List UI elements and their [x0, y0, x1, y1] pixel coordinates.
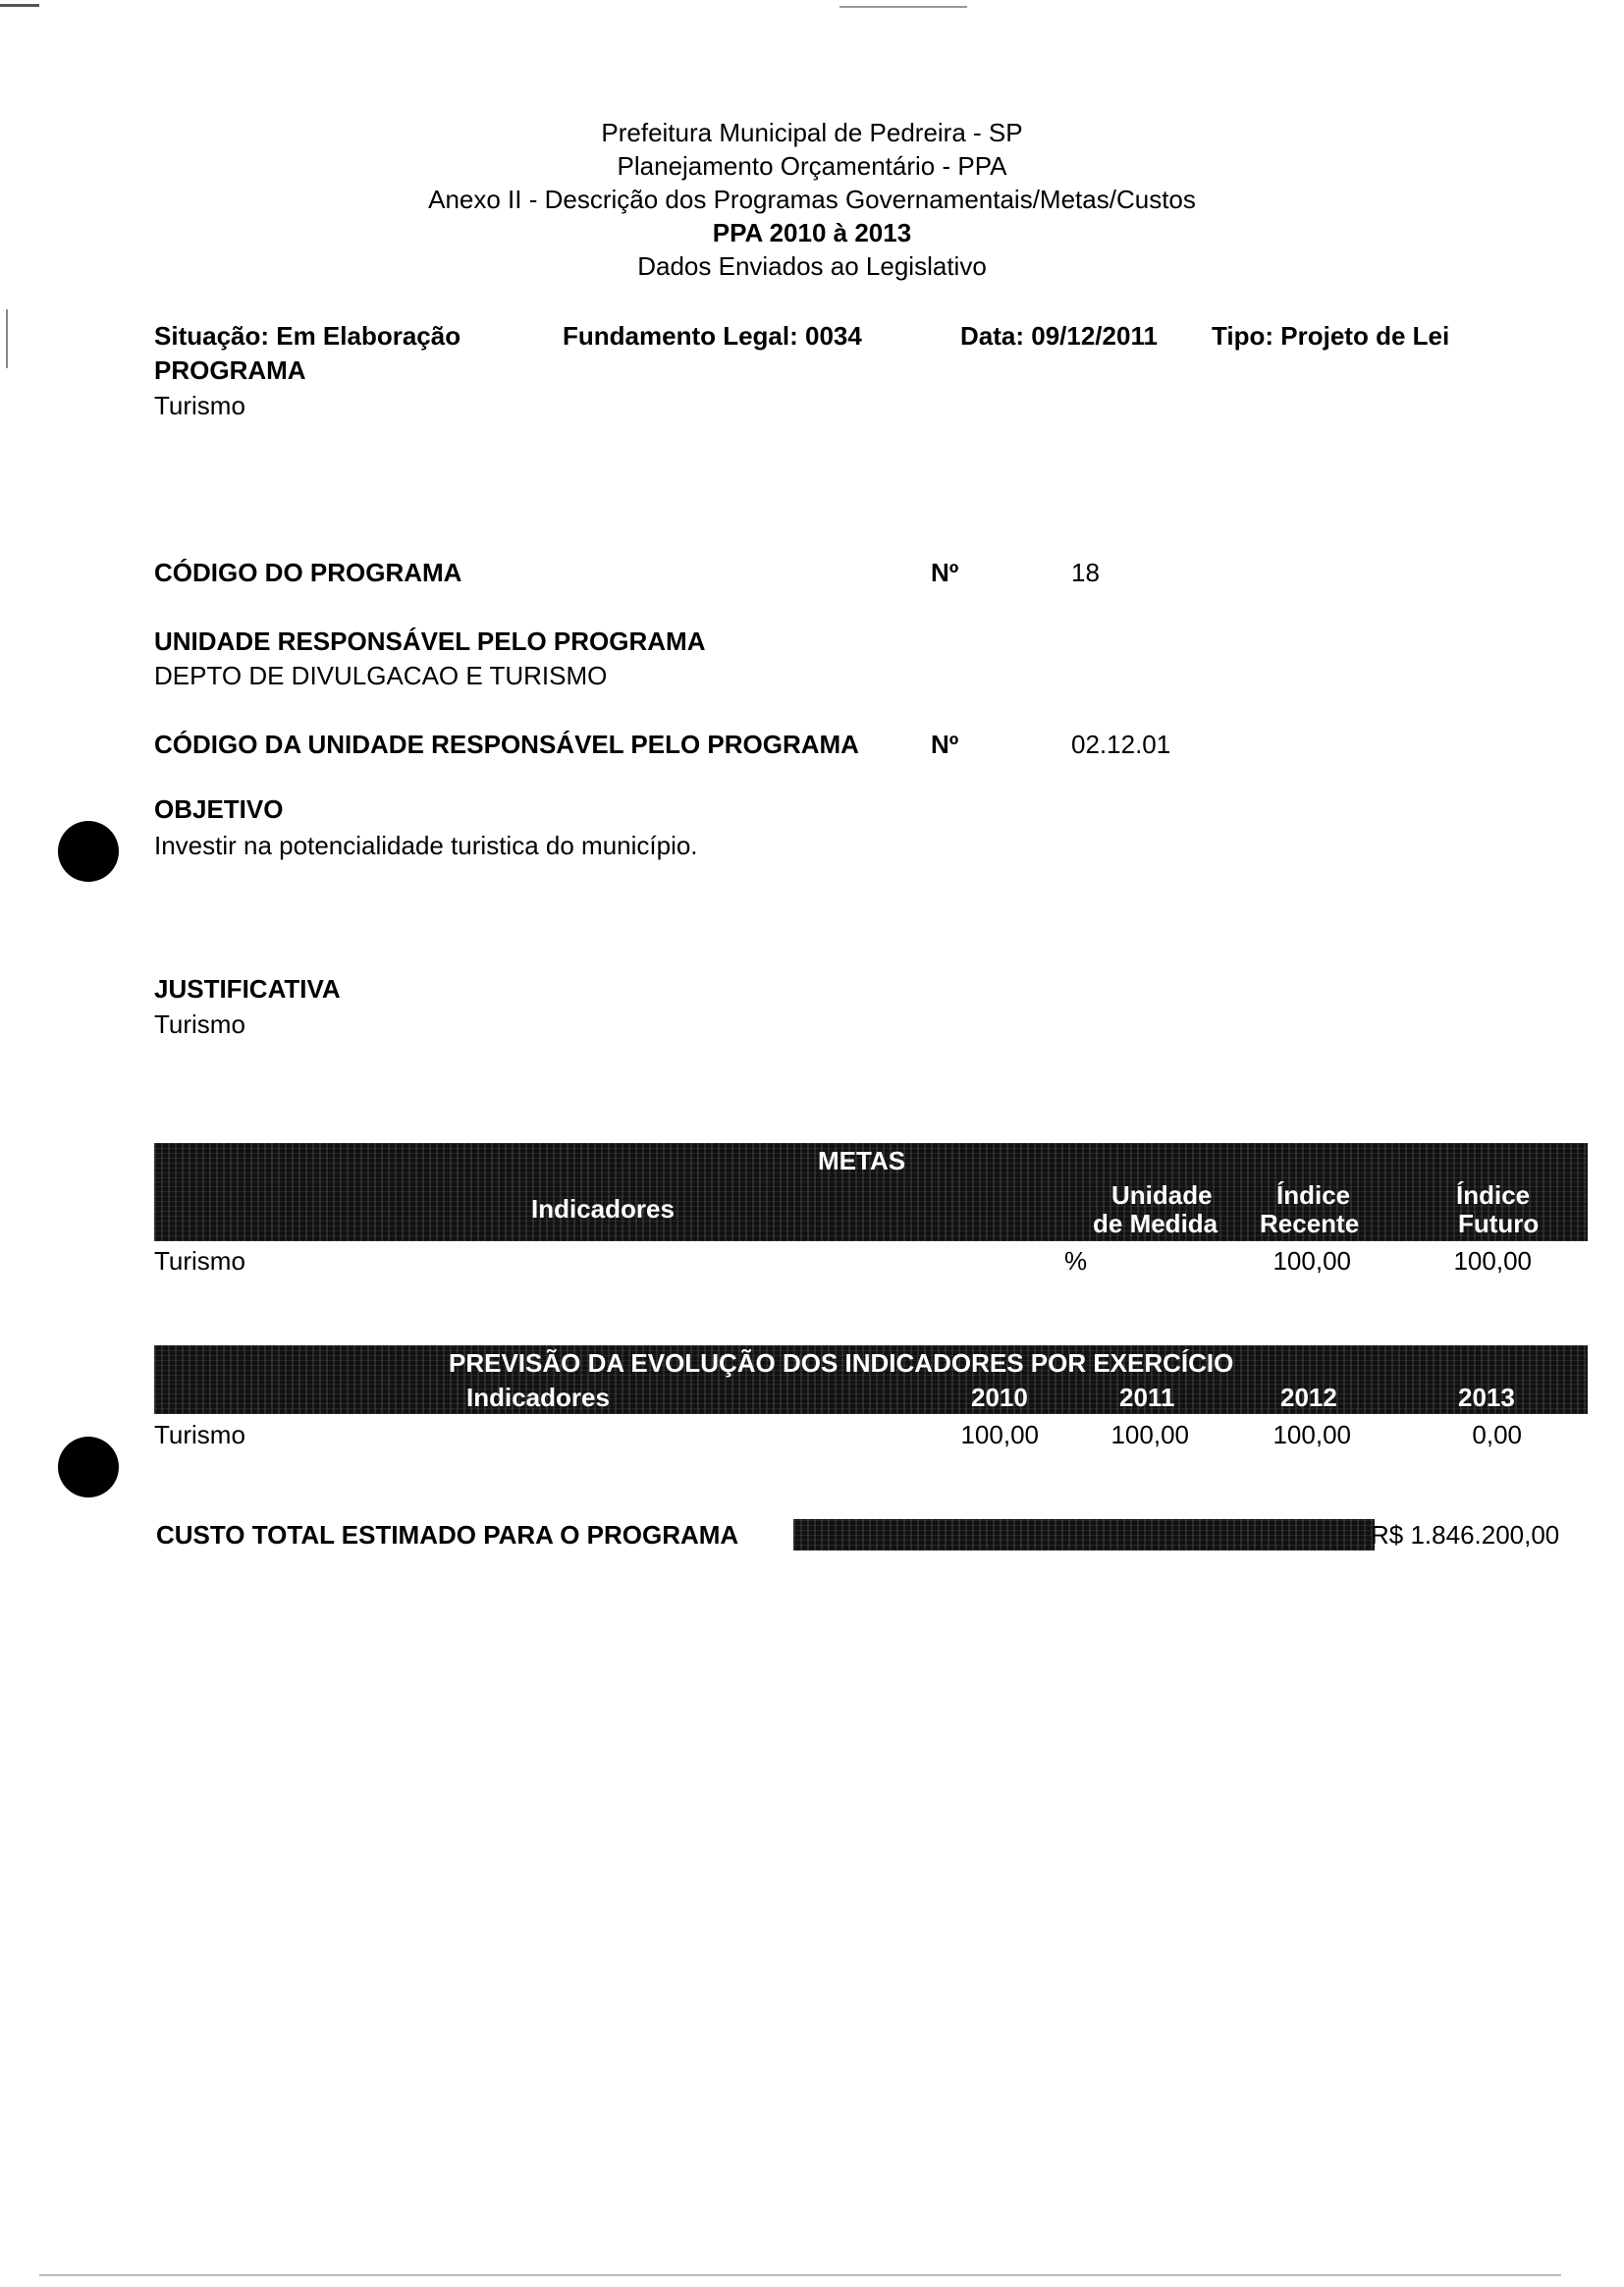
scan-mark — [6, 309, 8, 368]
metas-col-recente-2: Recente — [1260, 1209, 1360, 1238]
metas-col-futuro-2: Futuro — [1458, 1209, 1540, 1238]
codigo-programa-n: Nº — [931, 558, 959, 587]
header-planning: Planejamento Orçamentário - PPA — [617, 151, 1007, 181]
metas-col-unidade-1: Unidade — [1111, 1180, 1213, 1210]
objetivo-value: Investir na potencialidade turistica do município. — [154, 831, 698, 860]
codigo-programa-value: 18 — [1071, 558, 1100, 587]
objetivo-label: OBJETIVO — [154, 794, 284, 824]
codigo-unidade-n: Nº — [931, 730, 959, 759]
metas-title-band — [154, 1143, 1588, 1178]
programa-value: Turismo — [154, 391, 245, 420]
data: Data: 09/12/2011 — [960, 321, 1158, 351]
metas-row-futuro: 100,00 — [1453, 1246, 1532, 1276]
metas-title: METAS — [818, 1146, 906, 1175]
previsao-title-band — [154, 1345, 1588, 1381]
metas-row-recente: 100,00 — [1272, 1246, 1351, 1276]
previsao-row-2012: 100,00 — [1272, 1420, 1351, 1449]
unidade-label: UNIDADE RESPONSÁVEL PELO PROGRAMA — [154, 626, 706, 656]
previsao-row-2010: 100,00 — [960, 1420, 1039, 1449]
previsao-col-2012: 2012 — [1280, 1383, 1337, 1412]
document-header — [0, 116, 1624, 283]
metas-row-indicador: Turismo — [154, 1246, 245, 1276]
header-sent-to-legislative: Dados Enviados ao Legislativo — [637, 251, 987, 281]
metas-col-unidade-2: de Medida — [1093, 1209, 1218, 1238]
previsao-col-2010: 2010 — [971, 1383, 1028, 1412]
custo-value: R$ 1.846.200,00 — [1371, 1520, 1560, 1550]
metas-col-futuro-1: Índice — [1456, 1180, 1531, 1210]
metas-col-recente-1: Índice — [1276, 1180, 1351, 1210]
programa-label: PROGRAMA — [154, 355, 306, 385]
header-ppa-period: PPA 2010 à 2013 — [712, 218, 912, 247]
header-annex: Anexo II - Descrição dos Programas Governamentais/Metas/Custos — [428, 185, 1196, 214]
previsao-header-band — [154, 1381, 1588, 1414]
punch-hole-bottom — [58, 1437, 119, 1497]
scan-mark — [839, 6, 967, 8]
punch-hole-top — [58, 821, 119, 882]
fundamento-legal: Fundamento Legal: 0034 — [563, 321, 862, 351]
codigo-unidade-value: 02.12.01 — [1071, 730, 1171, 759]
codigo-unidade-label: CÓDIGO DA UNIDADE RESPONSÁVEL PELO PROGRAMA — [154, 730, 859, 759]
previsao-row-2013: 0,00 — [1472, 1420, 1522, 1449]
scan-mark — [0, 4, 39, 7]
scan-mark — [39, 2274, 1561, 2276]
previsao-col-2013: 2013 — [1458, 1383, 1515, 1412]
justificativa-label: JUSTIFICATIVA — [154, 974, 341, 1004]
previsao-row-2011: 100,00 — [1110, 1420, 1189, 1449]
justificativa-value: Turismo — [154, 1009, 245, 1039]
unidade-value: DEPTO DE DIVULGACAO E TURISMO — [154, 661, 608, 690]
previsao-col-2011: 2011 — [1119, 1383, 1175, 1412]
custo-label: CUSTO TOTAL ESTIMADO PARA O PROGRAMA — [156, 1520, 739, 1550]
codigo-programa-label: CÓDIGO DO PROGRAMA — [154, 558, 462, 587]
header-municipality: Prefeitura Municipal de Pedreira - SP — [601, 118, 1023, 147]
previsao-row-indicador: Turismo — [154, 1420, 245, 1449]
metas-col-indicadores: Indicadores — [531, 1194, 675, 1224]
metas-row-unidade: % — [1064, 1246, 1088, 1276]
previsao-title: PREVISÃO DA EVOLUÇÃO DOS INDICADORES POR EXERCÍCIO — [449, 1348, 1234, 1378]
tipo: Tipo: Projeto de Lei — [1212, 321, 1450, 351]
previsao-col-indicadores: Indicadores — [466, 1383, 610, 1412]
custo-band — [793, 1519, 1375, 1551]
situacao: Situação: Em Elaboração — [154, 321, 461, 351]
metas-header-band — [154, 1178, 1588, 1241]
